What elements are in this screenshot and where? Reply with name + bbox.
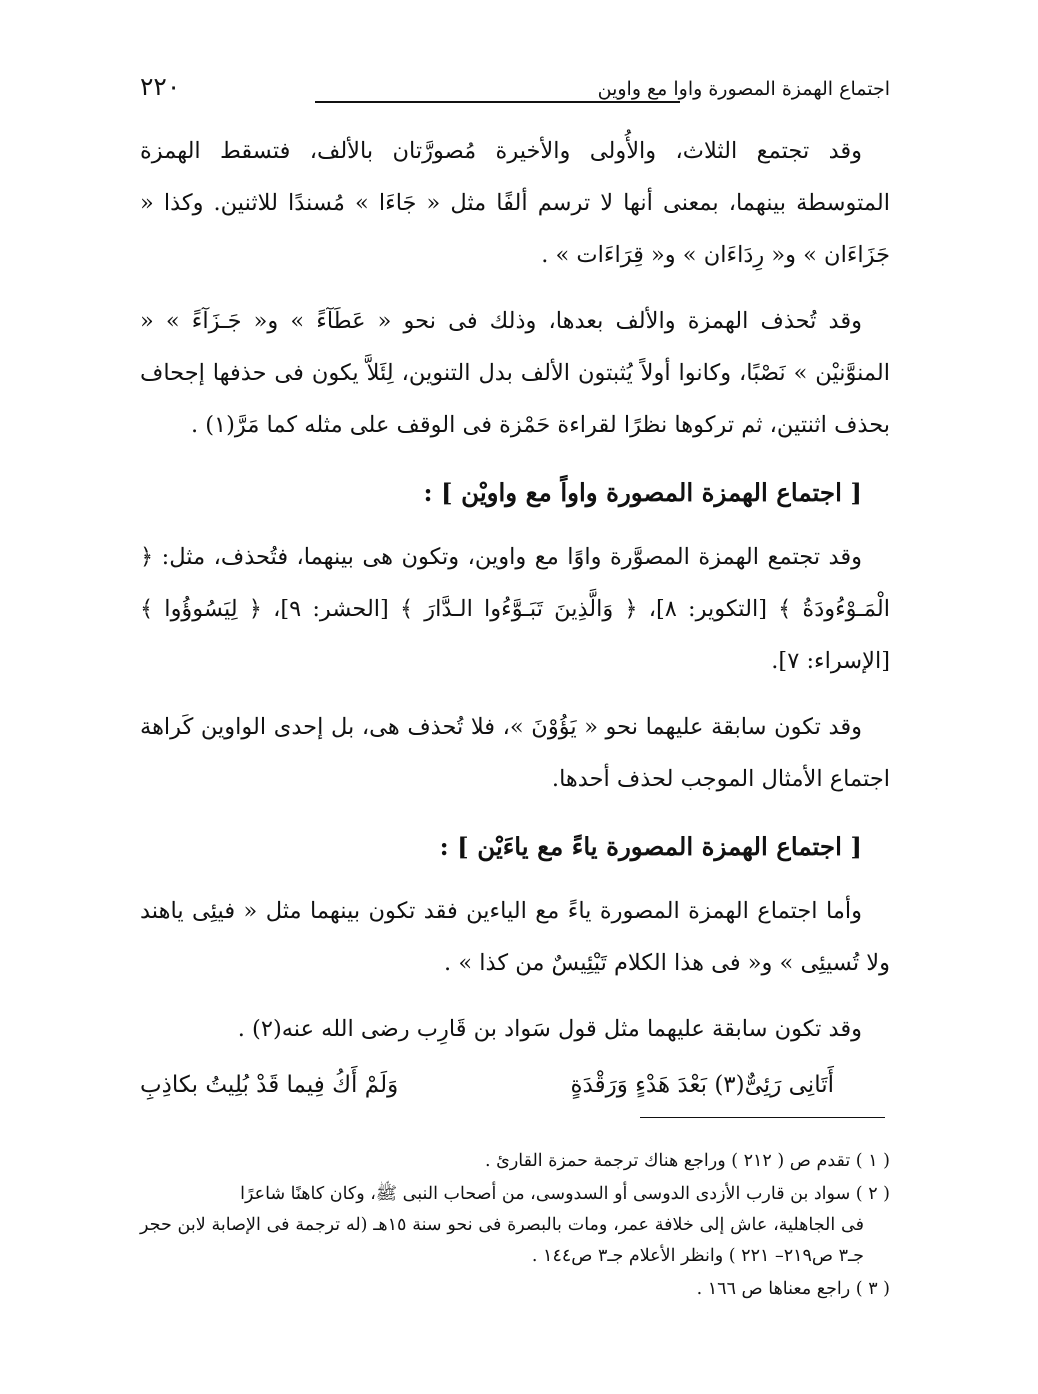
verse-first-hemistich: أَتَانِى رَئِىٌّ(٣) بَعْدَ هَدْءٍ وَرَقْدَةٍ bbox=[570, 1072, 834, 1098]
footnote-1: ( ١ ) تقدم ص ( ٢١٢ ) وراجع هناك ترجمة حمزة القارئ . bbox=[485, 1151, 890, 1171]
running-title: اجتماع الهمزة المصورة واوا مع واوين bbox=[597, 78, 890, 100]
verse-second-hemistich: وَلَمْ أَكُ فِيما قَدْ بُلِيتُ بكاذِبِ bbox=[140, 1072, 399, 1098]
paragraph-4: وقد تكون سابقة عليهما نحو « يَؤُوْنَ »، فلا تُحذف هى، بل إحدى الواوين كَراهة اجتماع الأمثال الموجب لحذف أحدها. bbox=[140, 714, 890, 792]
paragraph-3: وقد تجتمع الهمزة المصوَّرة واوًا مع واوين، وتكون هى بينهما، فتُحذف، مثل: ﴿ الْمَـوْءُودَةُ ﴾ [التكوير: ٨]، ﴿ وَالَّذِينَ تَبَـوَّءُوا الـدَّارَ ﴾ [الحشر: ٩]، ﴿ لِيَسُوؤُوا ﴾ [الإسراء: ٧]. bbox=[140, 544, 890, 674]
main-text bbox=[140, 125, 890, 1111]
paragraph-6: وقد تكون سابقة عليهما مثل قول سَواد بن قَارِب رضى الله عنه(٢) . bbox=[237, 1016, 862, 1042]
footnotes bbox=[140, 1146, 890, 1307]
footnote-rule bbox=[640, 1117, 885, 1118]
section-heading-waw: [ اجتماع الهمزة المصورة واواً مع واويْن ] : bbox=[423, 478, 862, 507]
footnote-2-continuation: فى الجاهلية، عاش إلى خلافة عمر، ومات بالبصرة فى نحو سنة ١٥هـ (له ترجمة فى الإصابة لابن حجر جـ٣ ص٢١٩– ٢٢١ ) وانظر الأعلام جـ٣ ص١٤٤ . bbox=[140, 1215, 864, 1266]
paragraph-2: وقد تُحذف الهمزة والألف بعدها، وذلك فى نحو « عَطَآءً » و« جَـزَآءً » « المنوَّنيْن » نَصْبًا، وكانوا أولاً يُثبتون الألف بدل التنوين، لِئَلاَّ يكون فى حذفها إجحاف بحذف اثنتين، ثم تركوها نظرًا لقراءة حَمْزة فى الوقف على مثله كما مَرَّ(١) . bbox=[140, 308, 890, 438]
section-heading-ya: [ اجتماع الهمزة المصورة ياءً مع ياءَيْن ] : bbox=[439, 832, 862, 861]
page-header bbox=[140, 72, 890, 118]
footnote-3: ( ٣ ) راجع معناها ص ١٦٦ . bbox=[696, 1279, 890, 1299]
paragraph-1: وقد تجتمع الثلاث، والأُولى والأخيرة مُصورَّتان بالألف، فتسقط الهمزة المتوسطة بينهما، بمعنى أنها لا ترسم ألفًا مثل « جَاءَا » مُسندًا للاثنين. وكذا « جَزَاءَان » و« رِدَاءَان » و« قِرَاءَات » . bbox=[140, 138, 890, 268]
header-rule bbox=[315, 101, 680, 103]
page-number: ٢٢٠ bbox=[140, 72, 181, 101]
paragraph-5: وأما اجتماع الهمزة المصورة ياءً مع الياءين فقد تكون بينهما مثل « فيئِى ياهند ولا تُسيئِى » و« فى هذا الكلام تَيْئِيسٌ من كذا » . bbox=[140, 898, 890, 976]
footnote-2-first-line: ( ٢ ) سواد بن قارب الأزدى الدوسى أو السدوسى، من أصحاب النبى ﷺ، وكان كاهنًا شاعرًا bbox=[240, 1184, 890, 1204]
poetry-verse bbox=[140, 1059, 890, 1111]
